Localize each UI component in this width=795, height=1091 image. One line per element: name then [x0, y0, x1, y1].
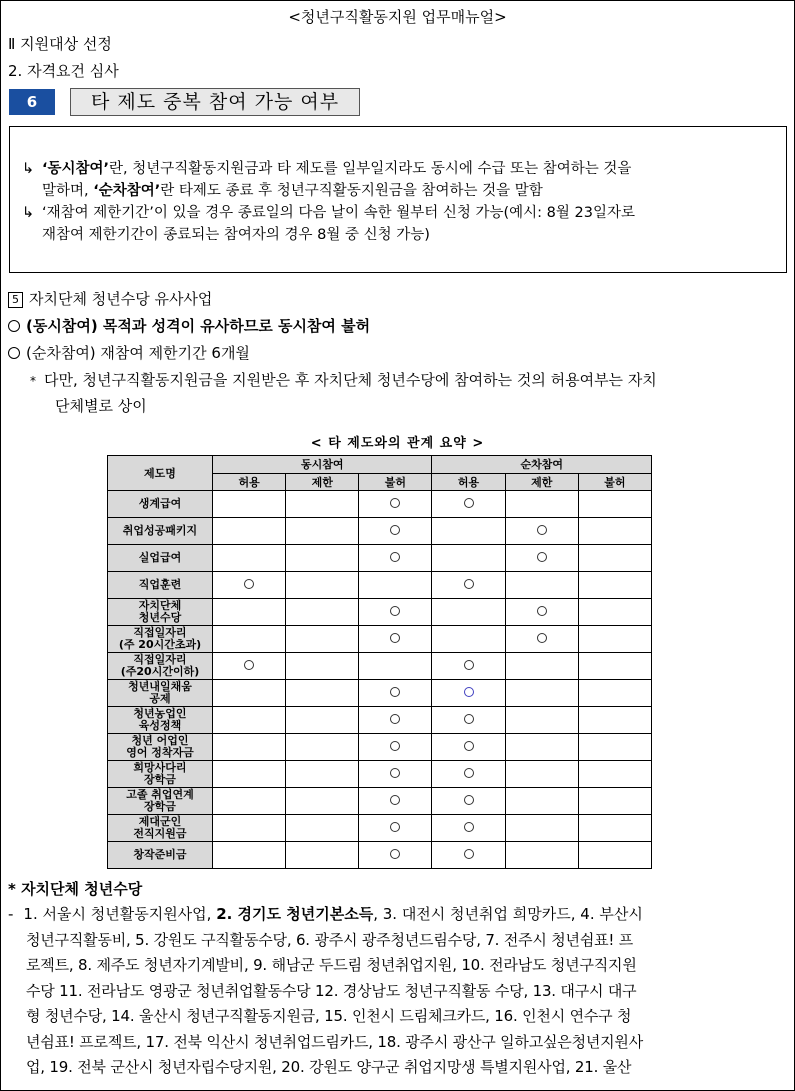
mark-cell	[359, 626, 432, 653]
mark-cell	[578, 842, 651, 869]
mark-cell	[286, 707, 359, 734]
circle-mark-icon	[537, 606, 547, 616]
note-2-line-2: 재참여 제한기간이 종료되는 참여자의 경우 8월 중 신청 가능)	[42, 227, 430, 243]
footnote-line: 수당 11. 전라남도 영광군 청년취업활동수당 12. 경상남도 청년구직활동 수당, 13. 대구시 대구	[26, 981, 637, 1000]
sub-note-text: 다만, 청년구직활동지원금을 지원받은 후 자치단체 청년수당에 참여하는 것의 허용여부는 자치	[44, 371, 657, 389]
mark-cell	[286, 842, 359, 869]
mark-cell	[505, 653, 578, 680]
return-arrow-icon: ↳	[22, 205, 35, 221]
table-row	[108, 545, 652, 572]
mark-cell	[213, 734, 286, 761]
circle-mark-icon	[464, 714, 474, 724]
footnote-line-text	[23, 902, 786, 928]
circle-mark-icon	[390, 606, 400, 616]
program-name-cell: 고졸 취업연계 장학금	[108, 788, 213, 815]
mark-cell	[505, 545, 578, 572]
mark-cell	[286, 626, 359, 653]
table-row	[108, 815, 652, 842]
mark-cell	[359, 788, 432, 815]
note-1-line-1	[22, 157, 774, 178]
circle-mark-icon	[390, 741, 400, 751]
table-row	[108, 599, 652, 626]
mark-cell	[213, 707, 286, 734]
mark-cell	[213, 788, 286, 815]
header-simultaneous: 동시참여	[213, 456, 432, 474]
mark-cell	[286, 815, 359, 842]
header-program-name: 제도명	[108, 456, 213, 491]
mark-cell	[505, 815, 578, 842]
table-row	[108, 518, 652, 545]
term-simultaneous: ‘동시참여’	[42, 161, 110, 177]
mark-cell	[359, 653, 432, 680]
sub-note-line-1	[30, 369, 785, 390]
bullet-circle-icon	[8, 320, 20, 332]
footnote-line: 년쉼표! 프로젝트, 17. 전북 익산시 청년취업드림카드, 18. 광주시 광산구 일하고싶은청년지원사	[26, 1032, 644, 1051]
subheader-deny: 불허	[359, 473, 432, 491]
mark-cell	[505, 842, 578, 869]
mark-cell	[578, 788, 651, 815]
dash-mark: -	[8, 905, 14, 923]
circle-mark-icon	[244, 660, 254, 670]
mark-cell	[213, 626, 286, 653]
mark-cell	[213, 491, 286, 518]
mark-cell	[505, 599, 578, 626]
mark-cell	[578, 707, 651, 734]
mark-cell	[359, 491, 432, 518]
mark-cell	[432, 653, 505, 680]
subheader-allow: 허용	[432, 473, 505, 491]
mark-cell	[359, 572, 432, 599]
sub-item-heading	[8, 288, 212, 309]
subheader-deny: 불허	[578, 473, 651, 491]
item-title-box: 타 제도 중복 참여 가능 여부	[70, 88, 360, 116]
mark-cell	[359, 761, 432, 788]
table-row	[108, 707, 652, 734]
mark-cell	[286, 491, 359, 518]
mark-cell	[359, 842, 432, 869]
mark-cell	[578, 734, 651, 761]
boxed-number-icon: 5	[8, 292, 23, 308]
circle-mark-icon	[464, 660, 474, 670]
mark-cell	[432, 842, 505, 869]
header-sequential: 순차참여	[432, 456, 652, 474]
circle-mark-icon	[390, 552, 400, 562]
mark-cell	[432, 599, 505, 626]
note-1-text-2: 말하며,	[42, 183, 94, 199]
circle-mark-icon	[464, 579, 474, 589]
mark-cell	[286, 680, 359, 707]
mark-cell	[432, 518, 505, 545]
mark-cell	[213, 599, 286, 626]
mark-cell	[213, 545, 286, 572]
circle-mark-icon	[464, 849, 474, 859]
mark-cell	[432, 491, 505, 518]
mark-cell	[432, 734, 505, 761]
mark-cell	[359, 707, 432, 734]
mark-cell	[578, 599, 651, 626]
program-name-cell: 자치단체 청년수당	[108, 599, 213, 626]
mark-cell	[213, 815, 286, 842]
mark-cell	[213, 842, 286, 869]
mark-cell	[286, 761, 359, 788]
table-row	[108, 653, 652, 680]
item-number-badge: 6	[9, 89, 55, 115]
mark-cell	[432, 545, 505, 572]
footnote-line: 업, 19. 전북 군산시 청년자립수당지원, 20. 강원도 양구군 취업지망생 특별지원사업, 21. 울산	[26, 1058, 632, 1076]
mark-cell	[213, 518, 286, 545]
circle-mark-icon	[537, 525, 547, 535]
mark-cell	[505, 761, 578, 788]
program-name-cell: 직접일자리 (주20시간이하)	[108, 653, 213, 680]
mark-cell	[505, 707, 578, 734]
rule-simultaneous	[8, 315, 370, 336]
mark-cell	[286, 572, 359, 599]
program-name-cell: 생계급여	[108, 491, 213, 518]
table-row	[108, 680, 652, 707]
circle-mark-icon	[464, 741, 474, 751]
mark-cell	[359, 734, 432, 761]
mark-cell	[578, 572, 651, 599]
mark-cell	[578, 761, 651, 788]
sub-note-line-2: 단체별로 상이	[55, 397, 147, 415]
document-title: <청년구직활동지원 업무매뉴얼>	[288, 8, 507, 26]
mark-cell	[213, 761, 286, 788]
program-name-cell: 실업급여	[108, 545, 213, 572]
mark-cell	[286, 653, 359, 680]
footnote-line	[8, 902, 786, 928]
table-row	[108, 491, 652, 518]
table-caption: < 타 제도와의 관계 요약 >	[310, 436, 485, 451]
circle-mark-icon	[390, 822, 400, 832]
circle-mark-icon	[464, 498, 474, 508]
mark-cell	[505, 626, 578, 653]
program-name-cell: 창작준비금	[108, 842, 213, 869]
footnote-line: 청년구직활동비, 5. 강원도 구직활동수당, 6. 광주시 광주청년드림수당, 7. 전주시 청년쉼표! 프	[26, 930, 634, 949]
sub-item-title: 자치단체 청년수당 유사사업	[29, 290, 213, 308]
program-name-cell: 취업성공패키지	[108, 518, 213, 545]
mark-cell	[505, 734, 578, 761]
note-1-text-3: 란 타제도 종료 후 청년구직활동지원금을 참여하는 것을 말함	[160, 183, 543, 199]
mark-cell	[359, 518, 432, 545]
program-name-cell: 직업훈련	[108, 572, 213, 599]
mark-cell	[286, 545, 359, 572]
mark-cell	[578, 518, 651, 545]
program-name-cell: 희망사다리 장학금	[108, 761, 213, 788]
table-row	[108, 842, 652, 869]
circle-mark-icon	[390, 525, 400, 535]
relationship-table	[107, 455, 652, 869]
table-row	[108, 788, 652, 815]
table-row	[108, 734, 652, 761]
program-name-cell: 제대군인 전직지원금	[108, 815, 213, 842]
subheader-limit: 제한	[286, 473, 359, 491]
circle-mark-icon	[464, 687, 474, 697]
mark-cell	[432, 707, 505, 734]
mark-cell	[432, 626, 505, 653]
asterisk-mark: *	[30, 374, 36, 388]
table-row	[108, 572, 652, 599]
mark-cell	[578, 680, 651, 707]
circle-mark-icon	[537, 633, 547, 643]
program-name-cell: 청년농업인 육성정책	[108, 707, 213, 734]
mark-cell	[578, 491, 651, 518]
note-1-text: 란, 청년구직활동지원금과 타 제도를 일부일지라도 동시에 수급 또는 참여하는 것을	[109, 161, 632, 177]
mark-cell	[359, 599, 432, 626]
footnote-line: 형 청년수당, 14. 울산시 청년구직활동지원금, 15. 인천시 드림체크카드, 16. 인천시 연수구 청	[26, 1007, 632, 1025]
program-name-cell: 직접일자리 (주 20시간초과)	[108, 626, 213, 653]
mark-cell	[213, 653, 286, 680]
circle-mark-icon	[390, 768, 400, 778]
rule-2-text: (순차참여) 재참여 제한기간 6개월	[26, 344, 250, 362]
mark-cell	[432, 572, 505, 599]
footnote-line: 로젝트, 8. 제주도 청년자기계발비, 9. 해남군 두드림 청년취업지원, 10. 전라남도 청년구직지원	[26, 956, 637, 974]
mark-cell	[578, 815, 651, 842]
subheader-allow: 허용	[213, 473, 286, 491]
mark-cell	[286, 734, 359, 761]
circle-mark-icon	[390, 687, 400, 697]
mark-cell	[432, 761, 505, 788]
table-row	[108, 761, 652, 788]
mark-cell	[505, 788, 578, 815]
mark-cell	[359, 545, 432, 572]
mark-cell	[359, 680, 432, 707]
definition-note-box	[9, 126, 787, 273]
circle-mark-icon	[390, 498, 400, 508]
program-name-cell: 청년내일채움 공제	[108, 680, 213, 707]
mark-cell	[286, 788, 359, 815]
mark-cell	[578, 545, 651, 572]
rule-1-text: (동시참여) 목적과 성격이 유사하므로 동시참여 불허	[26, 317, 371, 335]
mark-cell	[505, 491, 578, 518]
mark-cell	[286, 599, 359, 626]
circle-mark-icon	[390, 795, 400, 805]
circle-mark-icon	[390, 633, 400, 643]
footnote-seg: , 3. 대전시 청년취업 희망카드, 4. 부산시	[373, 905, 643, 923]
mark-cell	[432, 788, 505, 815]
mark-cell	[505, 518, 578, 545]
mark-cell	[505, 680, 578, 707]
chapter-heading: Ⅱ 지원대상 선정	[8, 35, 112, 53]
circle-mark-icon	[464, 795, 474, 805]
mark-cell	[578, 653, 651, 680]
mark-cell	[505, 572, 578, 599]
note-1-line-2	[42, 179, 543, 200]
footnote-highlight: 2. 경기도 청년기본소득	[216, 905, 374, 923]
note-2-text: ‘재참여 제한기간’이 있을 경우 종료일의 다음 날이 속한 월부터 신청 가능(예시: 8월 23일자로	[42, 205, 635, 221]
mark-cell	[432, 815, 505, 842]
mark-cell	[213, 680, 286, 707]
term-sequential: ‘순차참여’	[93, 183, 161, 199]
circle-mark-icon	[390, 714, 400, 724]
mark-cell	[359, 815, 432, 842]
program-name-cell: 청년 어업인 영어 정착자금	[108, 734, 213, 761]
mark-cell	[286, 518, 359, 545]
mark-cell	[578, 626, 651, 653]
circle-mark-icon	[244, 579, 254, 589]
circle-mark-icon	[464, 822, 474, 832]
footnote-list	[8, 902, 786, 1081]
subheader-limit: 제한	[505, 473, 578, 491]
bullet-circle-icon	[8, 347, 20, 359]
return-arrow-icon: ↳	[22, 161, 35, 177]
section-heading: 2. 자격요건 심사	[8, 62, 119, 80]
note-2-line-1	[22, 201, 635, 222]
footnote-seg: 1. 서울시 청년활동지원사업,	[23, 905, 217, 923]
table-row	[108, 626, 652, 653]
mark-cell	[432, 680, 505, 707]
circle-mark-icon	[464, 768, 474, 778]
footnote-continuation	[8, 928, 786, 1081]
mark-cell	[213, 572, 286, 599]
circle-mark-icon	[537, 552, 547, 562]
rule-sequential	[8, 342, 250, 363]
footnote-heading: * 자치단체 청년수당	[8, 880, 143, 898]
circle-mark-icon	[390, 849, 400, 859]
